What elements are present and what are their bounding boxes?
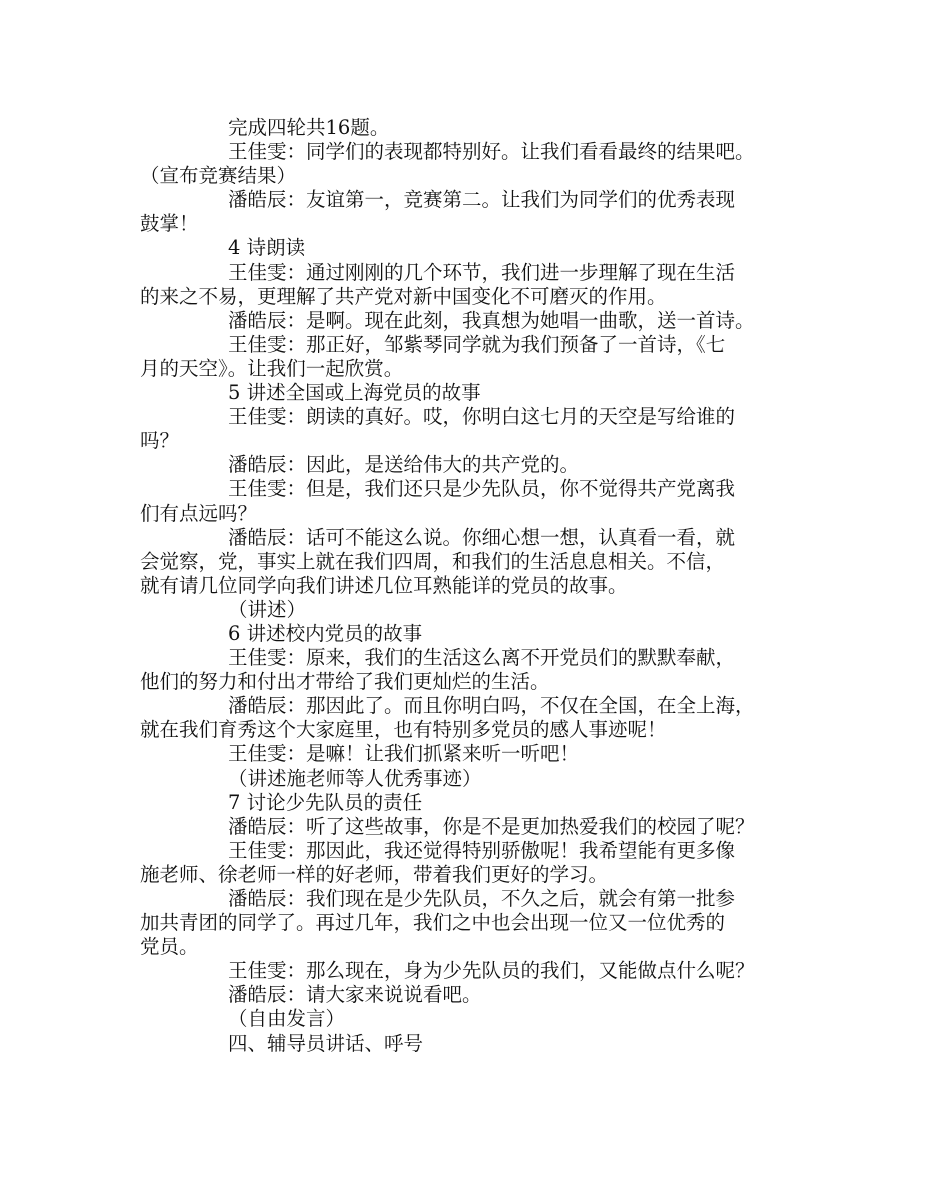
- text-line: 潘皓辰：听了这些故事，你是不是更加热爱我们的校园了呢？: [228, 814, 755, 838]
- text-line: 完成四轮共16题。: [228, 116, 390, 139]
- text-line: 党员。: [140, 935, 199, 959]
- text-line: 鼓掌！: [140, 212, 199, 236]
- text-line: 潘皓辰：那因此了。而且你明白吗，不仅在全国，在全上海，: [228, 694, 755, 718]
- text-line: 王佳雯：那么现在，身为少先队员的我们，又能做点什么呢？: [228, 959, 755, 983]
- text-line: 潘皓辰：友谊第一，竞赛第二。让我们为同学们的优秀表现: [228, 188, 736, 212]
- text-line: 王佳雯：原来，我们的生活这么离不开党员们的默默奉献，: [228, 646, 736, 670]
- text-line: 王佳雯：同学们的表现都特别好。让我们看看最终的结果吧。: [228, 140, 755, 164]
- text-line: 吗？: [140, 429, 180, 453]
- text-line: 5 讲述全国或上海党员的故事: [228, 381, 481, 405]
- text-line: （宣布竞赛结果）: [140, 164, 297, 188]
- text-line: 王佳雯：通过刚刚的几个环节，我们进一步理解了现在生活: [228, 260, 736, 284]
- text-line: 王佳雯：那因此，我还觉得特别骄傲呢！我希望能有更多像: [228, 838, 736, 862]
- text-line: 潘皓辰：是啊。现在此刻，我真想为她唱一曲歌，送一首诗。: [228, 308, 755, 332]
- text-line: 潘皓辰：话可不能这么说。你细心想一想，认真看一看，就: [228, 525, 736, 549]
- text-line: 就在我们育秀这个大家庭里，也有特别多党员的感人事迹呢！: [140, 718, 667, 742]
- text-line: 王佳雯：但是，我们还只是少先队员，你不觉得共产党离我: [228, 477, 736, 501]
- text-line: 6 讲述校内党员的故事: [228, 621, 423, 645]
- text-line: 王佳雯：朗读的真好。哎，你明白这七月的天空是写给谁的: [228, 405, 736, 429]
- document-page: [140, 116, 830, 1056]
- text-line: 潘皓辰：因此，是送给伟大的共产党的。: [228, 453, 580, 477]
- text-line: （自由发言）: [228, 1007, 346, 1031]
- text-line: 潘皓辰：我们现在是少先队员，不久之后，就会有第一批参: [228, 887, 736, 910]
- text-line: 就有请几位同学向我们讲述几位耳熟能详的党员的故事。: [140, 573, 628, 597]
- text-line: 潘皓辰：请大家来说说看吧。: [228, 983, 482, 1007]
- text-line: 们有点远吗？: [140, 501, 258, 525]
- text-line: 他们的努力和付出才带给了我们更灿烂的生活。: [140, 670, 550, 694]
- text-line: （讲述）: [228, 597, 307, 621]
- text-line: 王佳雯：那正好，邹紫琴同学就为我们预备了一首诗，《七: [228, 332, 726, 356]
- text-line: 月的天空》。让我们一起欣赏。: [140, 356, 404, 380]
- text-line: 施老师、徐老师一样的好老师，带着我们更好的学习。: [140, 862, 609, 886]
- text-line: 的来之不易，更理解了共产党对新中国变化不可磨灭的作用。: [140, 284, 667, 308]
- text-line: 会觉察，党，事实上就在我们四周，和我们的生活息息相关。不信，: [140, 549, 726, 573]
- text-line: 4 诗朗读: [228, 236, 306, 260]
- text-line: 加共青团的同学了。再过几年，我们之中也会出现一位又一位优秀的: [140, 911, 726, 935]
- text-line: 四、辅导员讲话、呼号: [228, 1031, 424, 1055]
- text-line: 王佳雯：是嘛！让我们抓紧来听一听吧！: [228, 742, 580, 766]
- text-line: （讲述施老师等人优秀事迹）: [228, 766, 482, 790]
- text-line: 7 讨论少先队员的责任: [228, 790, 423, 814]
